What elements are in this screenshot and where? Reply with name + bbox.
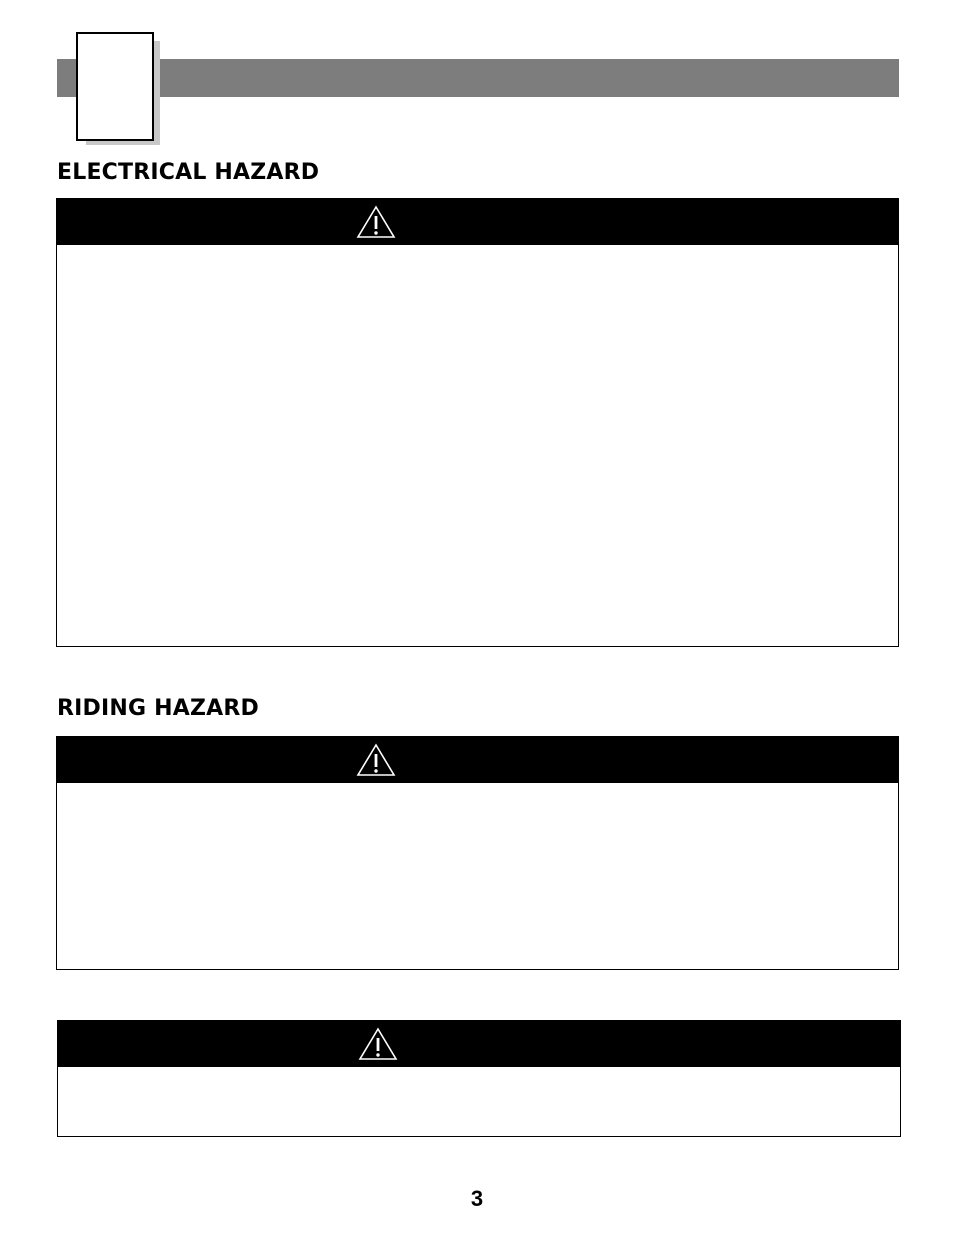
warning-triangle-icon: [356, 743, 396, 777]
page-number: 3: [470, 1186, 484, 1211]
warning-triangle-icon: [358, 1027, 398, 1061]
riding-hazard-heading: RIDING HAZARD: [57, 696, 259, 721]
header-bar: [57, 59, 899, 97]
electrical-warning-box: [56, 198, 899, 647]
riding-warning-header: [57, 737, 898, 783]
general-warning-box: [57, 1020, 901, 1137]
riding-warning-box: [56, 736, 899, 970]
warning-triangle-icon: [356, 205, 396, 239]
chapter-tab: [76, 32, 154, 141]
electrical-warning-header: [57, 199, 898, 245]
electrical-hazard-heading: ELECTRICAL HAZARD: [57, 160, 320, 185]
general-warning-header: [58, 1021, 900, 1067]
